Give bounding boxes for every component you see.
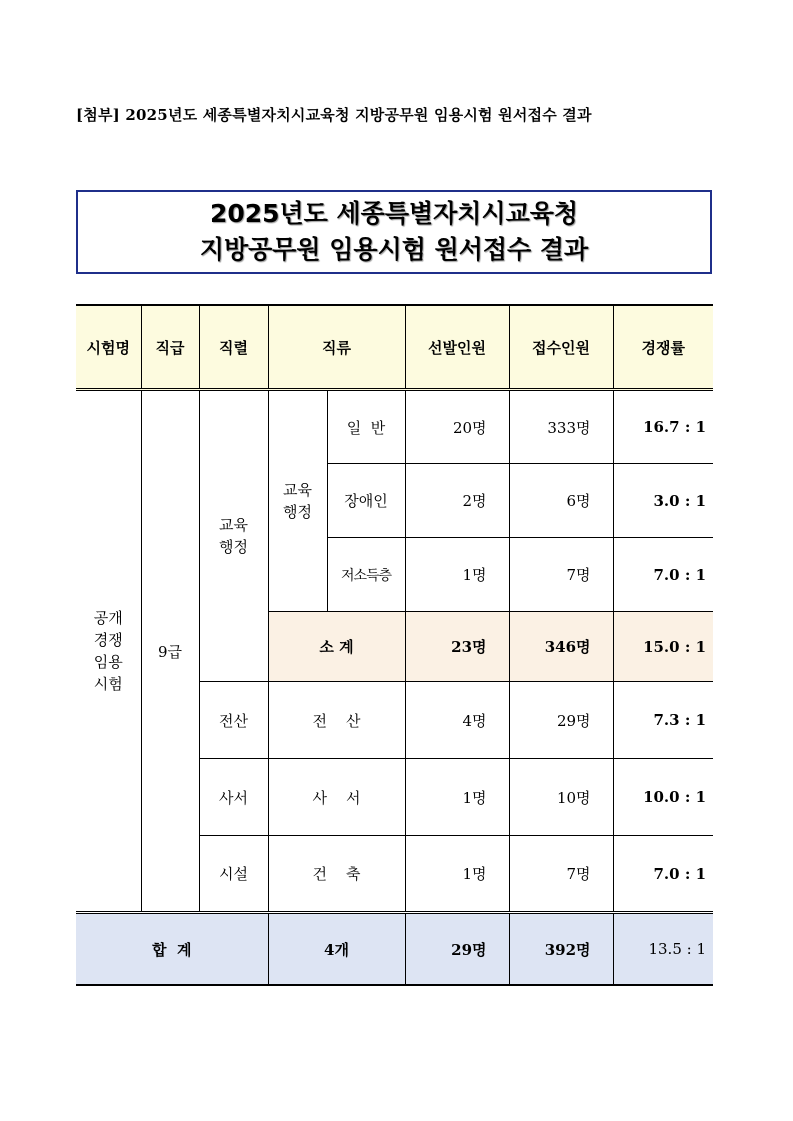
total-count: 4개	[268, 913, 405, 986]
header-applied: 접수인원	[509, 305, 613, 390]
header-grade: 직급	[141, 305, 199, 390]
applied-count: 7명	[509, 538, 613, 612]
grade-cell: 9급	[141, 390, 199, 913]
category-cell: 건 축	[268, 836, 405, 913]
results-table	[76, 304, 713, 986]
exam-name-cell	[76, 390, 141, 913]
edu-series-cell	[199, 390, 268, 682]
header-ratio: 경쟁률	[613, 305, 713, 390]
edu-series: 교육 행정	[219, 516, 248, 556]
header-series: 직렬	[199, 305, 268, 390]
total-row	[76, 913, 713, 986]
competition-ratio: 7.0 : 1	[613, 538, 713, 612]
category-cell: 전 산	[268, 682, 405, 759]
edu-category-cell	[268, 390, 327, 612]
applied-count: 333명	[509, 390, 613, 464]
table-header-row	[76, 305, 713, 390]
applied-count: 6명	[509, 464, 613, 538]
series-cell: 사서	[199, 759, 268, 836]
edu-category: 교육 행정	[283, 481, 312, 521]
total-applied: 392명	[509, 913, 613, 986]
selected-count: 4명	[405, 682, 509, 759]
sub-category: 저소득층	[327, 538, 405, 612]
selected-count: 1명	[405, 538, 509, 612]
selected-count: 20명	[405, 390, 509, 464]
exam-name: 공개 경쟁 임용 시험	[93, 609, 123, 693]
selected-count: 1명	[405, 759, 509, 836]
subtotal-ratio: 15.0 : 1	[613, 612, 713, 682]
title-line-1: 2025년도 세종특별자치시교육청	[209, 199, 579, 228]
attachment-header: [첨부] 2025년도 세종특별자치시교육청 지방공무원 임용시험 원서접수 결과	[76, 106, 592, 124]
total-label: 합 계	[76, 913, 268, 986]
total-selected: 29명	[405, 913, 509, 986]
sub-category: 장애인	[327, 464, 405, 538]
competition-ratio: 7.3 : 1	[613, 682, 713, 759]
subtotal-selected: 23명	[405, 612, 509, 682]
series-cell: 전산	[199, 682, 268, 759]
applied-count: 7명	[509, 836, 613, 913]
competition-ratio: 3.0 : 1	[613, 464, 713, 538]
competition-ratio: 16.7 : 1	[613, 390, 713, 464]
applied-count: 10명	[509, 759, 613, 836]
competition-ratio: 7.0 : 1	[613, 836, 713, 913]
competition-ratio: 10.0 : 1	[613, 759, 713, 836]
series-cell: 시설	[199, 836, 268, 913]
category-cell: 사 서	[268, 759, 405, 836]
subtotal-applied: 346명	[509, 612, 613, 682]
applied-count: 29명	[509, 682, 613, 759]
total-ratio: 13.5 : 1	[613, 913, 713, 986]
selected-count: 1명	[405, 836, 509, 913]
subtotal-label: 소 계	[268, 612, 405, 682]
selected-count: 2명	[405, 464, 509, 538]
header-selected: 선발인원	[405, 305, 509, 390]
header-category: 직류	[268, 305, 405, 390]
table-row	[76, 390, 713, 464]
title-line-2: 지방공무원 임용시험 원서접수 결과	[199, 235, 589, 264]
title-box	[76, 190, 712, 274]
header-exam: 시험명	[76, 305, 141, 390]
sub-category: 일 반	[327, 390, 405, 464]
